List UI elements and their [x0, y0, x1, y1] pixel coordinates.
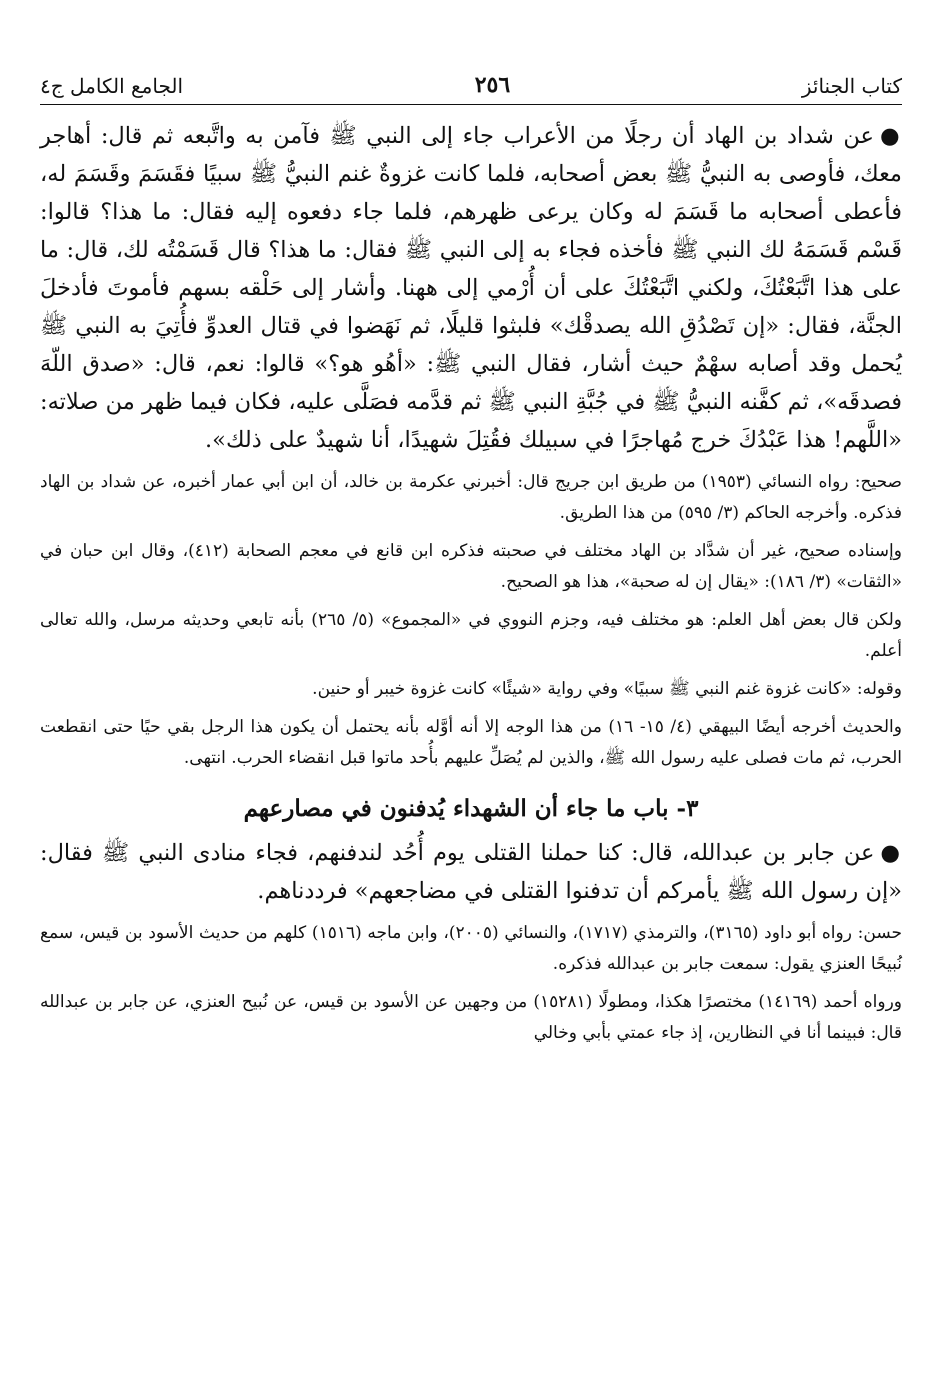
bullet-icon: ●	[879, 123, 903, 149]
book-page	[40, 58, 902, 1056]
hadith-text-1	[40, 117, 902, 459]
page-header	[40, 58, 902, 105]
commentary-4: وقوله: «كانت غزوة غنم النبي ﷺ سبيًا» وفي رواية «شيئًا» كانت غزوة خيبر أو حنين.	[312, 679, 902, 699]
page-body	[40, 117, 902, 1049]
bullet-icon: ●	[880, 840, 903, 866]
page-number: ٢٥٦	[474, 72, 511, 98]
commentary-2: وإسناده صحيح، غير أن شدَّاد بن الهاد مختلف في صحبته فذكره ابن قانع في معجم الصحابة (٤١٢)، وقال ابن حبان في «الثقات» (٣/ ١٨٦): «يقال إن له صحبة»، هذا هو الصحيح.	[40, 541, 902, 592]
hadith-text-2-content: عن جابر بن عبدالله، قال: كنا حملنا القتلى يوم أُحُد لندفنهم، فجاء منادى النبي ﷺ فقال: «إن رسول الله ﷺ يأمركم أن تدفنوا القتلى في مضاجعهم» فرددناهم.	[40, 840, 902, 904]
commentary-7: ورواه أحمد (١٤١٦٩) مختصرًا هكذا، ومطولًا (١٥٢٨١) من وجهين عن الأسود بن قيس، عن نُبيح العنزي، عن جابر بن عبدالله قال: فبينما أنا في النظارين، إذ جاء عمتي بأبي وخالي	[40, 992, 902, 1043]
commentary-3: ولكن قال بعض أهل العلم: هو مختلف فيه، وجزم النووي في «المجموع» (٥/ ٢٦٥) بأنه تابعي وحديثه مرسل، والله تعالى أعلم.	[40, 610, 903, 661]
hadith-text-1-content: عن شداد بن الهاد أن رجلًا من الأعراب جاء إلى النبي ﷺ فآمن به واتَّبعه ثم قال: أهاجر معك، فأوصى به النبيُّ ﷺ بعض أصحابه، فلما كانت غزوةٌ غنم النبيُّ ﷺ سبيًا فقَسَمَ وقَسَمَ له، فأعطى أصحابه ما قَسَمَ له وكان يرعى ظهرهم، فلما جاء دفعوه إليه فقال: ما هذا؟ قالوا: قَسْم قَسَمَهُ لك النبي ﷺ فأخذه فجاء به إلى النبي ﷺ فقال: ما هذا؟ قال قَسَمْتُه لك، قال: ما على هذا اتَّبَعْتُكَ، ولكني اتَّبَعْتُكَ على أن أُرْمي إلى ههنا. وأشار إلى حَلْقه بسهم فأموتَ فأدخلَ الجنَّة، فقال: «إن تَصْدُقِ الله يصدقْك» فلبثوا قليلًا، ثم نَهَضوا في قتال العدوِّ فأُتِيَ به النبي ﷺ يُحمل وقد أصابه سهْمٌ حيث أشار، فقال النبي ﷺ: «أهُو هو؟» قالوا: نعم، قال: «صدق اللّهَ فصدقَه»، ثم كفَّنه النبيُّ ﷺ في جُبَّةِ النبي ﷺ ثم قدَّمه فصَلَّى عليه، فكان فيما ظهر من صلاته: «اللَّهم! هذا عَبْدُكَ خرج مُهاجرًا في سبيلك فقُتِلَ شهيدًا، أنا شهيدٌ على ذلك».	[40, 123, 902, 453]
chapter-heading: ٣- باب ما جاء أن الشهداء يُدفنون في مصارعهم	[243, 795, 699, 822]
commentary-6: حسن: رواه أبو داود (٣١٦٥)، والترمذي (١٧١٧)، والنسائي (٢٠٠٥)، وابن ماجه (١٥١٦) كلهم من حديث الأسود بن قيس، سمع نُبيحًا العنزي يقول: سمعت جابر بن عبدالله فذكره.	[40, 923, 902, 974]
commentary-1: صحيح: رواه النسائي (١٩٥٣) من طريق ابن جريج قال: أخبرني عكرمة بن خالد، أن ابن أبي عمار أخبره، عن شداد بن الهاد فذكره. وأخرجه الحاكم (٣/ ٥٩٥) من هذا الطريق.	[40, 472, 902, 523]
commentary-5: والحديث أخرجه أيضًا البيهقي (٤/ ١٥- ١٦) من هذا الوجه إلا أنه أوَّله بأنه يحتمل أن يكون هذا الرجل بقي حيًا حتى انقطعت الحرب، ثم مات فصلى عليه رسول الله ﷺ، والذين لم يُصَلِّ عليهم بأُحد ماتوا قبل انقضاء الحرب. انتهى.	[40, 717, 902, 768]
hadith-text-2	[40, 834, 902, 910]
header-book-title: الجامع الكامل ج٤	[40, 74, 184, 98]
header-chapter-title: كتاب الجنائز	[801, 74, 902, 98]
